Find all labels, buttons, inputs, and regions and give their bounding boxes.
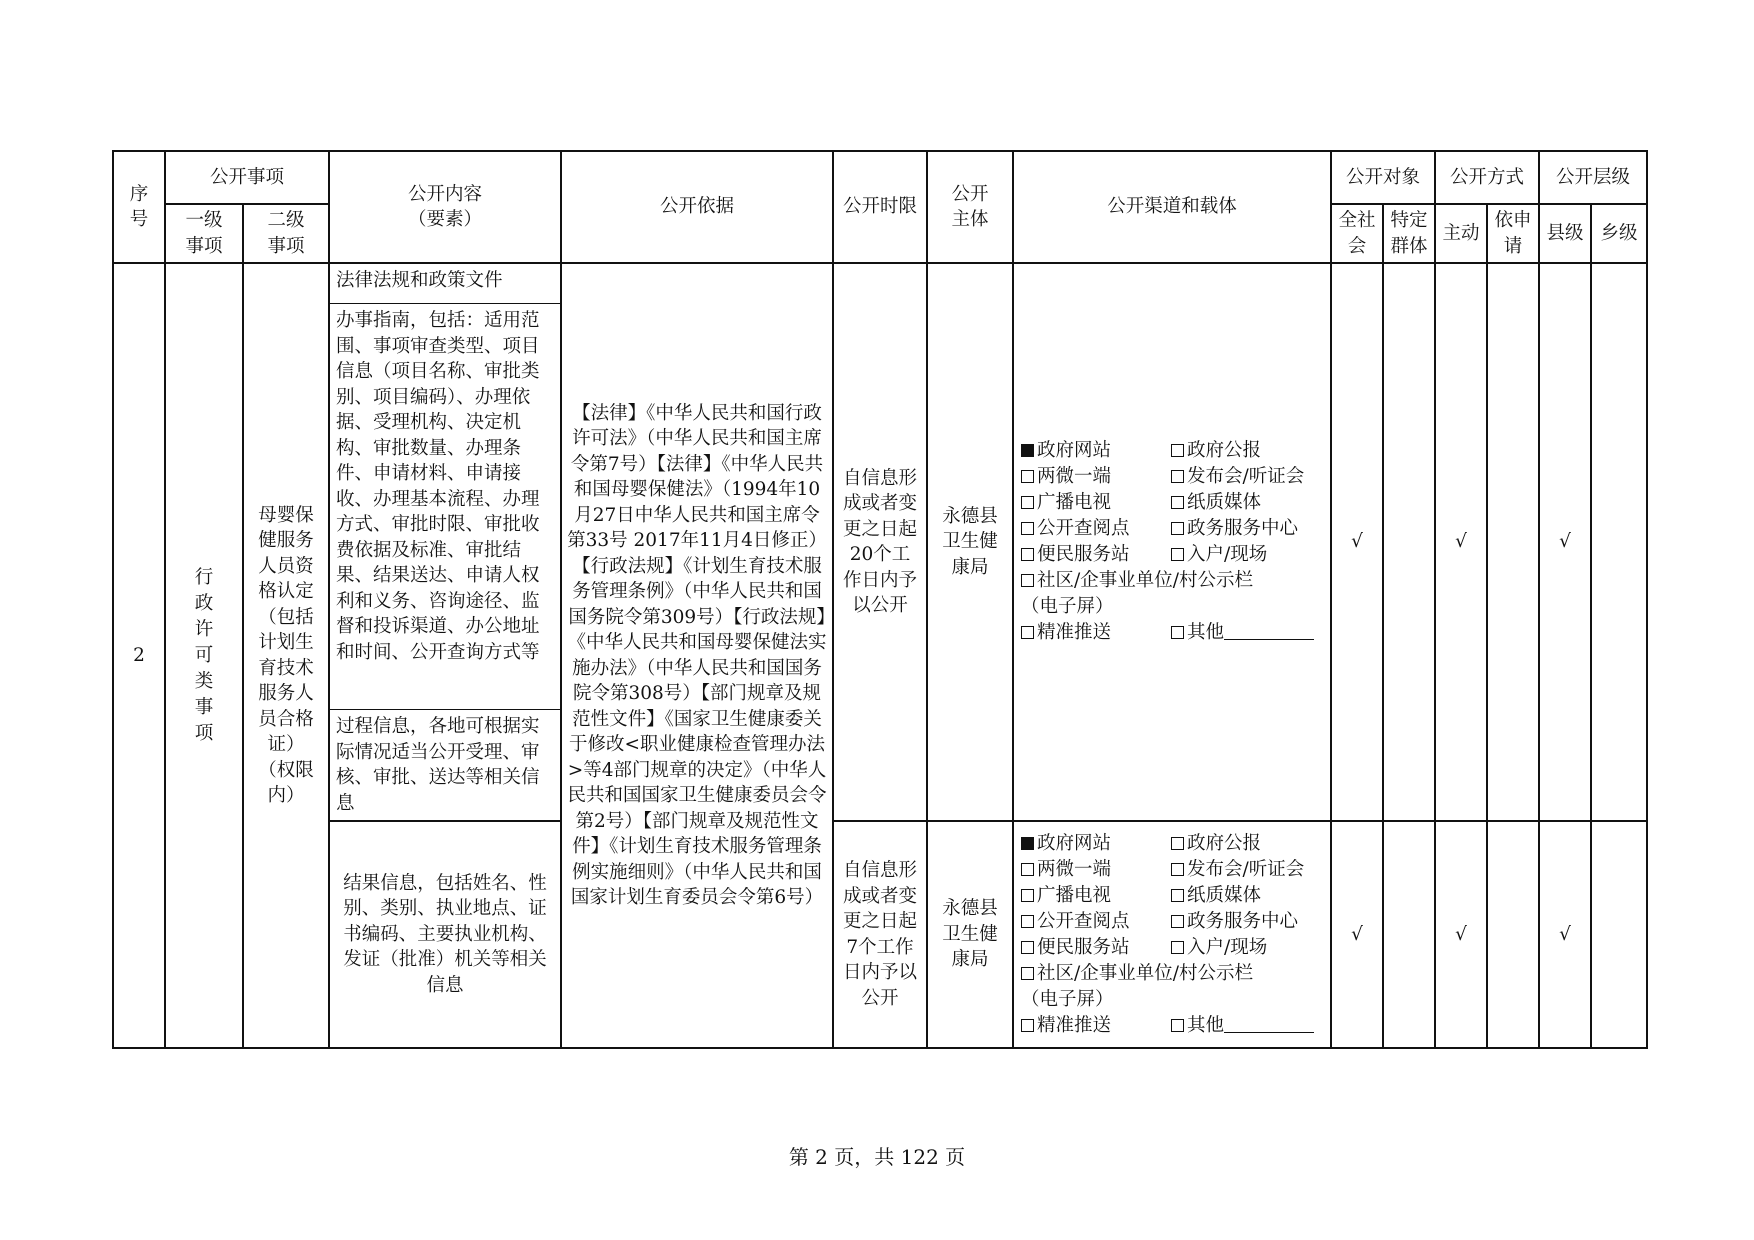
other-blank-field[interactable]: [1224, 625, 1314, 640]
row-content-b: 结果信息，包括姓名、性别、类别、执业地点、证书编码、主要执业机构、发证（批准）机关等相关信息: [329, 821, 561, 1048]
channel-broadcast[interactable]: 广播电视: [1021, 490, 1171, 516]
header-audience-specific: 特定群体: [1383, 204, 1435, 263]
channel-gov-site[interactable]: 政府网站: [1021, 438, 1171, 464]
row-subject-b: 永德县卫生健康局: [927, 821, 1013, 1048]
checkbox-icon: [1171, 522, 1184, 535]
row-level-county-b: √: [1539, 821, 1591, 1048]
row-deadline-a: 自信息形成或者变更之日起20个工作日内予以公开: [833, 263, 927, 821]
checkbox-icon: [1171, 548, 1184, 561]
channel-service-center[interactable]: 政务服务中心: [1171, 909, 1325, 935]
channel-precise-push[interactable]: 精准推送: [1021, 620, 1171, 646]
checkbox-icon: [1021, 1019, 1034, 1032]
row-seq: 2: [113, 263, 165, 1048]
channel-gov-gazette[interactable]: 政府公报: [1171, 831, 1325, 857]
page-footer: 第 2 页，共 122 页: [788, 1145, 966, 1169]
channel-press-hearing[interactable]: 发布会/听证会: [1171, 464, 1325, 490]
header-content: 公开内容 （要素）: [329, 151, 561, 263]
checkbox-icon: [1021, 941, 1034, 954]
row-level-town-a: [1591, 263, 1647, 821]
checkbox-checked-icon: [1021, 444, 1034, 457]
channel-broadcast[interactable]: 广播电视: [1021, 883, 1171, 909]
checkbox-icon: [1171, 496, 1184, 509]
channel-list: [1019, 831, 1325, 1039]
row-audience-specific-a: [1383, 263, 1435, 821]
checkbox-icon: [1171, 470, 1184, 483]
checkbox-icon: [1171, 1019, 1184, 1032]
checkbox-icon: [1171, 915, 1184, 928]
checkbox-icon: [1021, 470, 1034, 483]
row-audience-all-b: √: [1331, 821, 1383, 1048]
content-laws: 法律法规和政策文件: [330, 264, 560, 304]
channel-press-hearing[interactable]: 发布会/听证会: [1171, 857, 1325, 883]
checkbox-icon: [1021, 915, 1034, 928]
channel-other[interactable]: 其他: [1171, 620, 1325, 646]
header-deadline: 公开时限: [833, 151, 927, 263]
content-guide: 办事指南，包括：适用范围、事项审查类型、项目信息（项目名称、审批类别、项目编码）、办理依据、受理机构、决定机构、审批数量、办理条件、申请材料、申请接收、办理基本流程、办理方式、审批时限、审批收费依据及标准、审批结果、结果送达、申请人权利和义务、咨询途径、监督和投诉渠道、办公地址和时间、公开查询方式等: [330, 304, 560, 710]
checkbox-icon: [1021, 889, 1034, 902]
checkbox-icon: [1021, 626, 1034, 639]
header-item-l1: 一级事项: [165, 204, 243, 263]
header-channels: 公开渠道和载体: [1013, 151, 1331, 263]
row-item-l2: 母婴保健服务人员资格认定（包括计划生育技术服务人员合格证）（权限内）: [243, 263, 329, 1048]
row-level-town-b: [1591, 821, 1647, 1048]
channel-precise-push[interactable]: 精准推送: [1021, 1013, 1171, 1039]
header-row-1: [113, 151, 1647, 204]
header-item: 公开事项: [165, 151, 329, 204]
table-row: [113, 821, 1647, 1048]
checkbox-icon: [1171, 889, 1184, 902]
header-method-request: 依申请: [1487, 204, 1539, 263]
checkbox-icon: [1021, 548, 1034, 561]
header-item-l2: 二级事项: [243, 204, 329, 263]
channel-service-station[interactable]: 便民服务站: [1021, 935, 1171, 961]
checkbox-icon: [1021, 967, 1034, 980]
checkbox-checked-icon: [1021, 837, 1034, 850]
channel-gov-site[interactable]: 政府网站: [1021, 831, 1171, 857]
checkbox-icon: [1171, 941, 1184, 954]
checkbox-icon: [1021, 522, 1034, 535]
channel-list: [1019, 438, 1325, 646]
content-process: 过程信息，各地可根据实际情况适当公开受理、审核、审批、送达等相关信息: [336, 716, 540, 814]
channel-two-micro[interactable]: 两微一端: [1021, 857, 1171, 883]
channel-bulletin[interactable]: 社区/企事业单位/村公示栏: [1021, 961, 1325, 987]
channel-screen-label: （电子屏）: [1021, 596, 1114, 617]
row-level-county-a: √: [1539, 263, 1591, 821]
checkbox-icon: [1171, 837, 1184, 850]
header-level: 公开层级: [1539, 151, 1647, 204]
row-basis: 【法律】《中华人民共和国行政许可法》（中华人民共和国主席令第7号）【法律】《中华人民共和国母婴保健法》（1994年10月27日中华人民共和国主席令第33号 2017年11月4日修正）【行政法规】《计划生育技术服务管理条例》（中华人民共和国国务院令第309号）【行政法规】《中华人民共和国母婴保健法实施办法》（中华人民共和国国务院令第308号）【部门规章及规范性文件】《国家卫生健康委关于修改<职业健康检查管理办法>等4部门规章的决定》（中华人民共和国国家卫生健康委员会令第2号）【部门规章及规范性文件】《计划生育技术服务管理条例实施细则》（中华人民共和国国家计划生育委员会令第6号）: [561, 263, 833, 1048]
checkbox-icon: [1021, 863, 1034, 876]
channel-service-station[interactable]: 便民服务站: [1021, 542, 1171, 568]
row-item-l1: 行政许可类事项: [165, 263, 243, 1048]
channel-two-micro[interactable]: 两微一端: [1021, 464, 1171, 490]
other-blank-field[interactable]: [1224, 1018, 1314, 1033]
row-method-active-a: √: [1435, 263, 1487, 821]
header-method-active: 主动: [1435, 204, 1487, 263]
header-audience: 公开对象: [1331, 151, 1435, 204]
checkbox-icon: [1171, 863, 1184, 876]
header-basis: 公开依据: [561, 151, 833, 263]
row-channels-b: [1013, 821, 1331, 1048]
channel-print-media[interactable]: 纸质媒体: [1171, 490, 1325, 516]
row-content-a: [329, 263, 561, 821]
row-method-request-b: [1487, 821, 1539, 1048]
header-subject: 公开主体: [927, 151, 1013, 263]
header-level-county: 县级: [1539, 204, 1591, 263]
checkbox-icon: [1021, 496, 1034, 509]
channel-service-center[interactable]: 政务服务中心: [1171, 516, 1325, 542]
row-subject-a: 永德县卫生健康局: [927, 263, 1013, 821]
channel-screen-label: （电子屏）: [1021, 988, 1114, 1010]
row-method-active-b: √: [1435, 821, 1487, 1048]
channel-print-media[interactable]: 纸质媒体: [1171, 883, 1325, 909]
channel-public-reading[interactable]: 公开查阅点: [1021, 516, 1171, 542]
header-method: 公开方式: [1435, 151, 1539, 204]
row-audience-all-a: √: [1331, 263, 1383, 821]
checkbox-icon: [1021, 574, 1034, 587]
channel-public-reading[interactable]: 公开查阅点: [1021, 909, 1171, 935]
row-method-request-a: [1487, 263, 1539, 821]
channel-door-to-door[interactable]: 入户/现场: [1171, 935, 1325, 961]
header-seq: 序号: [113, 151, 165, 263]
checkbox-icon: [1171, 444, 1184, 457]
checkbox-icon: [1171, 626, 1184, 639]
header-audience-all: 全社会: [1331, 204, 1383, 263]
disclosure-table: [112, 150, 1648, 1049]
channel-door-to-door[interactable]: 入户/现场: [1171, 542, 1325, 568]
channel-gov-gazette[interactable]: 政府公报: [1171, 438, 1325, 464]
row-deadline-b: 自信息形成或者变更之日起7个工作日内予以公开: [833, 821, 927, 1048]
row-channels-a: [1013, 263, 1331, 821]
table-row: [113, 263, 1647, 821]
row-audience-specific-b: [1383, 821, 1435, 1048]
header-level-town: 乡级: [1591, 204, 1647, 263]
channel-bulletin[interactable]: 社区/企事业单位/村公示栏: [1021, 568, 1325, 594]
channel-other[interactable]: 其他: [1171, 1013, 1325, 1039]
